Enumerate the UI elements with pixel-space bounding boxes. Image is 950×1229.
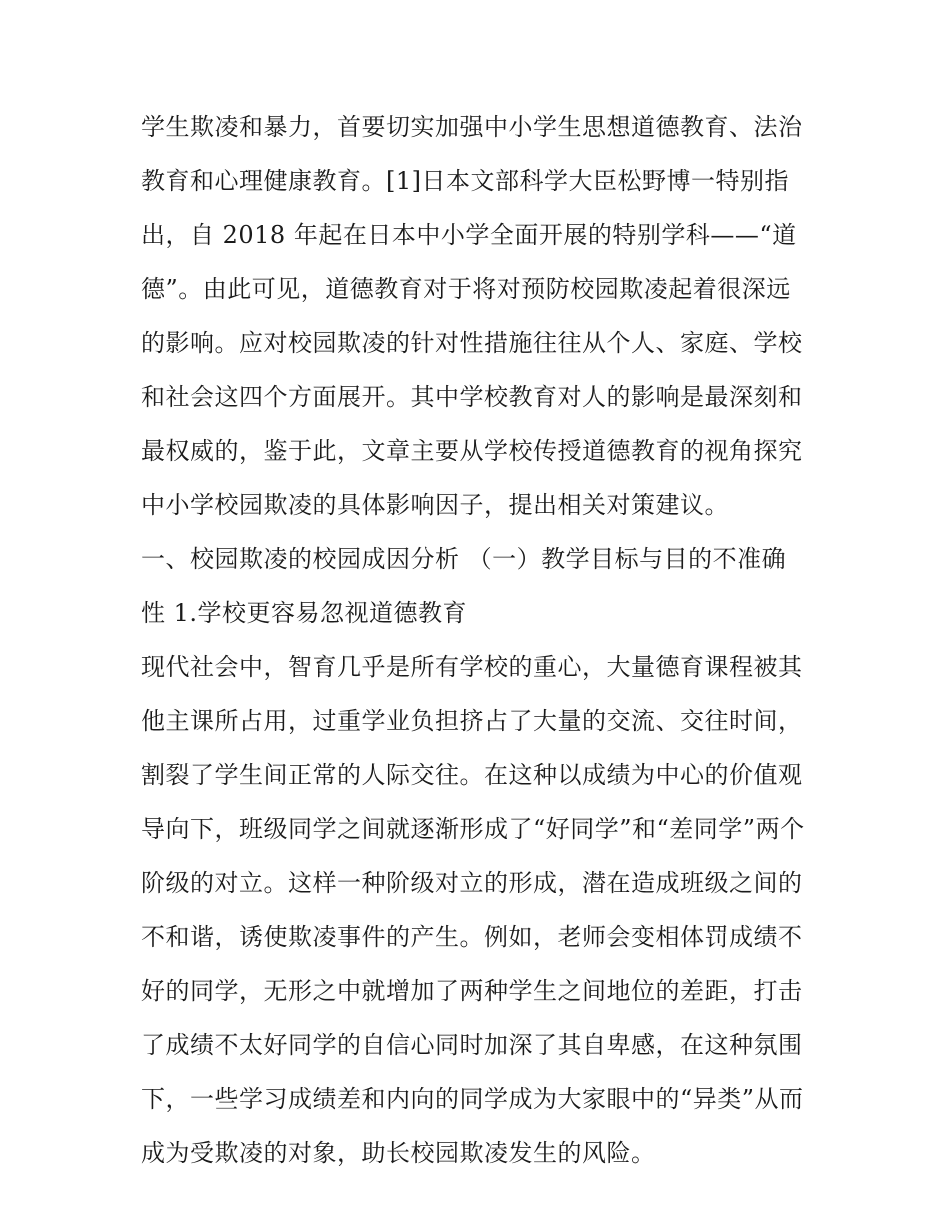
text-line: 教育和心理健康教育。[1]日本文部科学大臣松野博一特别指 [141,167,789,195]
text-line: 阶级的对立。这样一种阶级对立的形成，潜在造成班级之间的 [141,869,803,897]
text-line: 下，一些学习成绩差和内向的同学成为大家眼中的“异类”从而 [141,1085,804,1113]
section-heading: 性 1.学校更容易忽视道德教育 [141,599,468,627]
text-line: 中小学校园欺凌的具体影响因子，提出相关对策建议。 [141,491,729,519]
text-line: 出，自 2018 年起在日本中小学全面开展的特别学科——“道 [141,221,797,249]
text-line: 现代社会中，智育几乎是所有学校的重心，大量德育课程被其 [141,653,803,681]
text-line: 了成绩不太好同学的自信心同时加深了其自卑感，在这种氛围 [141,1031,803,1059]
text-line: 德”。由此可见，道德教育对于将对预防校园欺凌起着很深远 [141,275,791,303]
text-line: 成为受欺凌的对象，助长校园欺凌发生的风险。 [141,1139,656,1167]
text-line: 的影响。应对校园欺凌的针对性措施往往从个人、家庭、学校 [141,329,803,357]
text-line: 好的同学，无形之中就增加了两种学生之间地位的差距，打击 [141,977,803,1005]
text-line: 不和谐，诱使欺凌事件的产生。例如，老师会变相体罚成绩不 [141,923,803,951]
text-line: 和社会这四个方面展开。其中学校教育对人的影响是最深刻和 [141,383,803,411]
text-line: 导向下，班级同学之间就逐渐形成了“好同学”和“差同学”两个 [141,815,805,843]
text-line: 学生欺凌和暴力，首要切实加强中小学生思想道德教育、法治 [141,113,803,141]
text-line: 割裂了学生间正常的人际交往。在这种以成绩为中心的价值观 [141,761,803,789]
text-line: 最权威的，鉴于此，文章主要从学校传授道德教育的视角探究 [141,437,803,465]
text-line: 他主课所占用，过重学业负担挤占了大量的交流、交往时间， [141,707,803,735]
section-heading: 一、校园欺凌的校园成因分析 （一）教学目标与目的不准确 [141,545,787,573]
